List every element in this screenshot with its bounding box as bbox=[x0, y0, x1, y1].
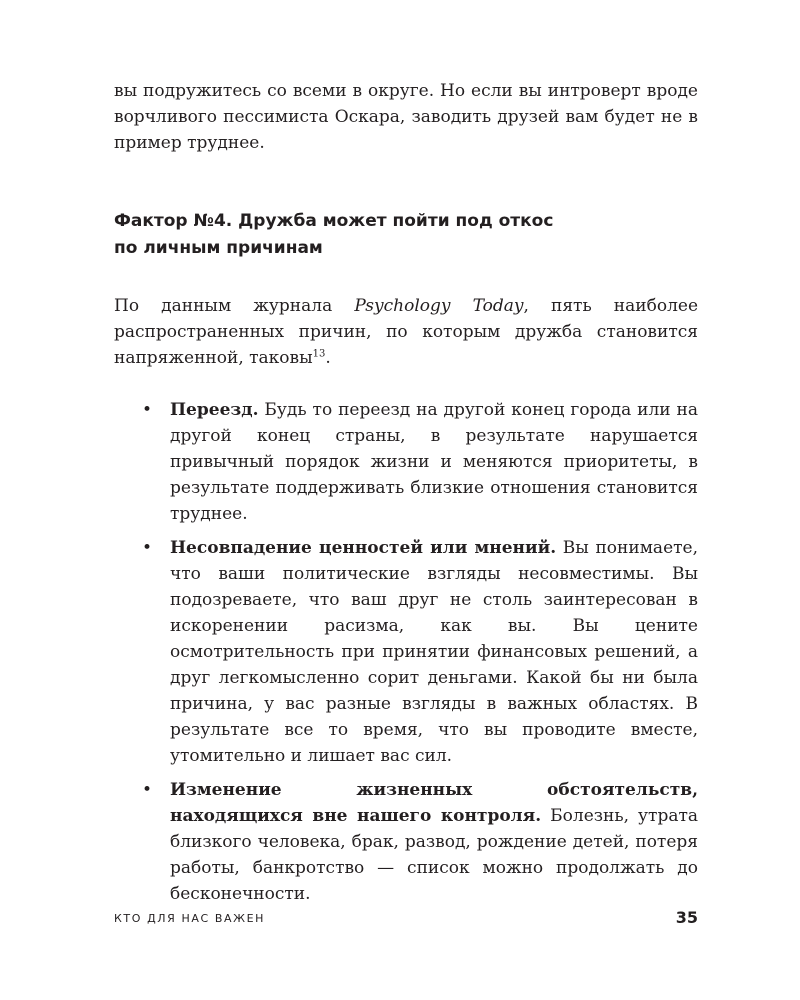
intro-paragraph: вы подружитесь со всеми в округе. Но если вы интроверт вроде ворчливого пессимиста Оскара, заводить друзей вам будет не в пример труднее. bbox=[114, 81, 698, 153]
magazine-name: Psychology Today bbox=[354, 296, 524, 316]
list-item-title: Несовпадение ценностей или мнений. bbox=[170, 538, 557, 558]
lead-before: По данным журнала bbox=[114, 296, 355, 316]
bullet-icon: • bbox=[142, 538, 153, 558]
bullet-icon: • bbox=[142, 400, 153, 420]
running-title: КТО ДЛЯ НАС ВАЖЕН bbox=[114, 912, 266, 925]
page-footer bbox=[114, 908, 698, 932]
factor-heading bbox=[114, 208, 698, 262]
bullet-icon: • bbox=[142, 780, 153, 800]
page-body bbox=[114, 78, 698, 907]
reasons-list bbox=[114, 397, 698, 907]
list-item-title: Изменение жизненных обстоятельств, находящихся вне нашего контроля. bbox=[170, 780, 698, 826]
footnote-marker: 13 bbox=[312, 348, 326, 360]
list-item-text: Будь то переезд на другой конец города или на другой конец страны, в результате нарушается привычный порядок жизни и меняются приоритеты, в результате поддерживать близкие отношения становится труднее. bbox=[170, 400, 698, 524]
factor-heading-line2: по личным причинам bbox=[114, 238, 323, 258]
lead-after: , пять наиболее распространенных причин, по которым дружба становится напряженной, таковы bbox=[114, 296, 698, 368]
list-item bbox=[114, 397, 698, 527]
list-item-title: Переезд. bbox=[170, 400, 259, 420]
list-item bbox=[114, 777, 698, 907]
list-item-text: Вы понимаете, что ваши политические взгляды несовместимы. Вы подозреваете, что ваш друг не столь заинтересован в искоренении расизма, как вы. Вы цените осмотрительность при принятии финансовых решений, а друг легкомысленно сорит деньгами. Какой бы ни была причина, у вас разные взгляды в важных областях. В результате все то время, что вы проводите вместе, утомительно и лишает вас сил. bbox=[170, 538, 698, 766]
page-number: 35 bbox=[675, 908, 698, 927]
lead-end: . bbox=[325, 348, 331, 368]
lead-paragraph bbox=[114, 293, 698, 371]
factor-heading-line1: Фактор №4. Дружба может пойти под откос bbox=[114, 211, 554, 231]
list-item-text: Болезнь, утрата близкого человека, брак, развод, рождение детей, потеря работы, банкротство — список можно продолжать до бесконечности. bbox=[170, 806, 698, 904]
list-item bbox=[114, 535, 698, 769]
